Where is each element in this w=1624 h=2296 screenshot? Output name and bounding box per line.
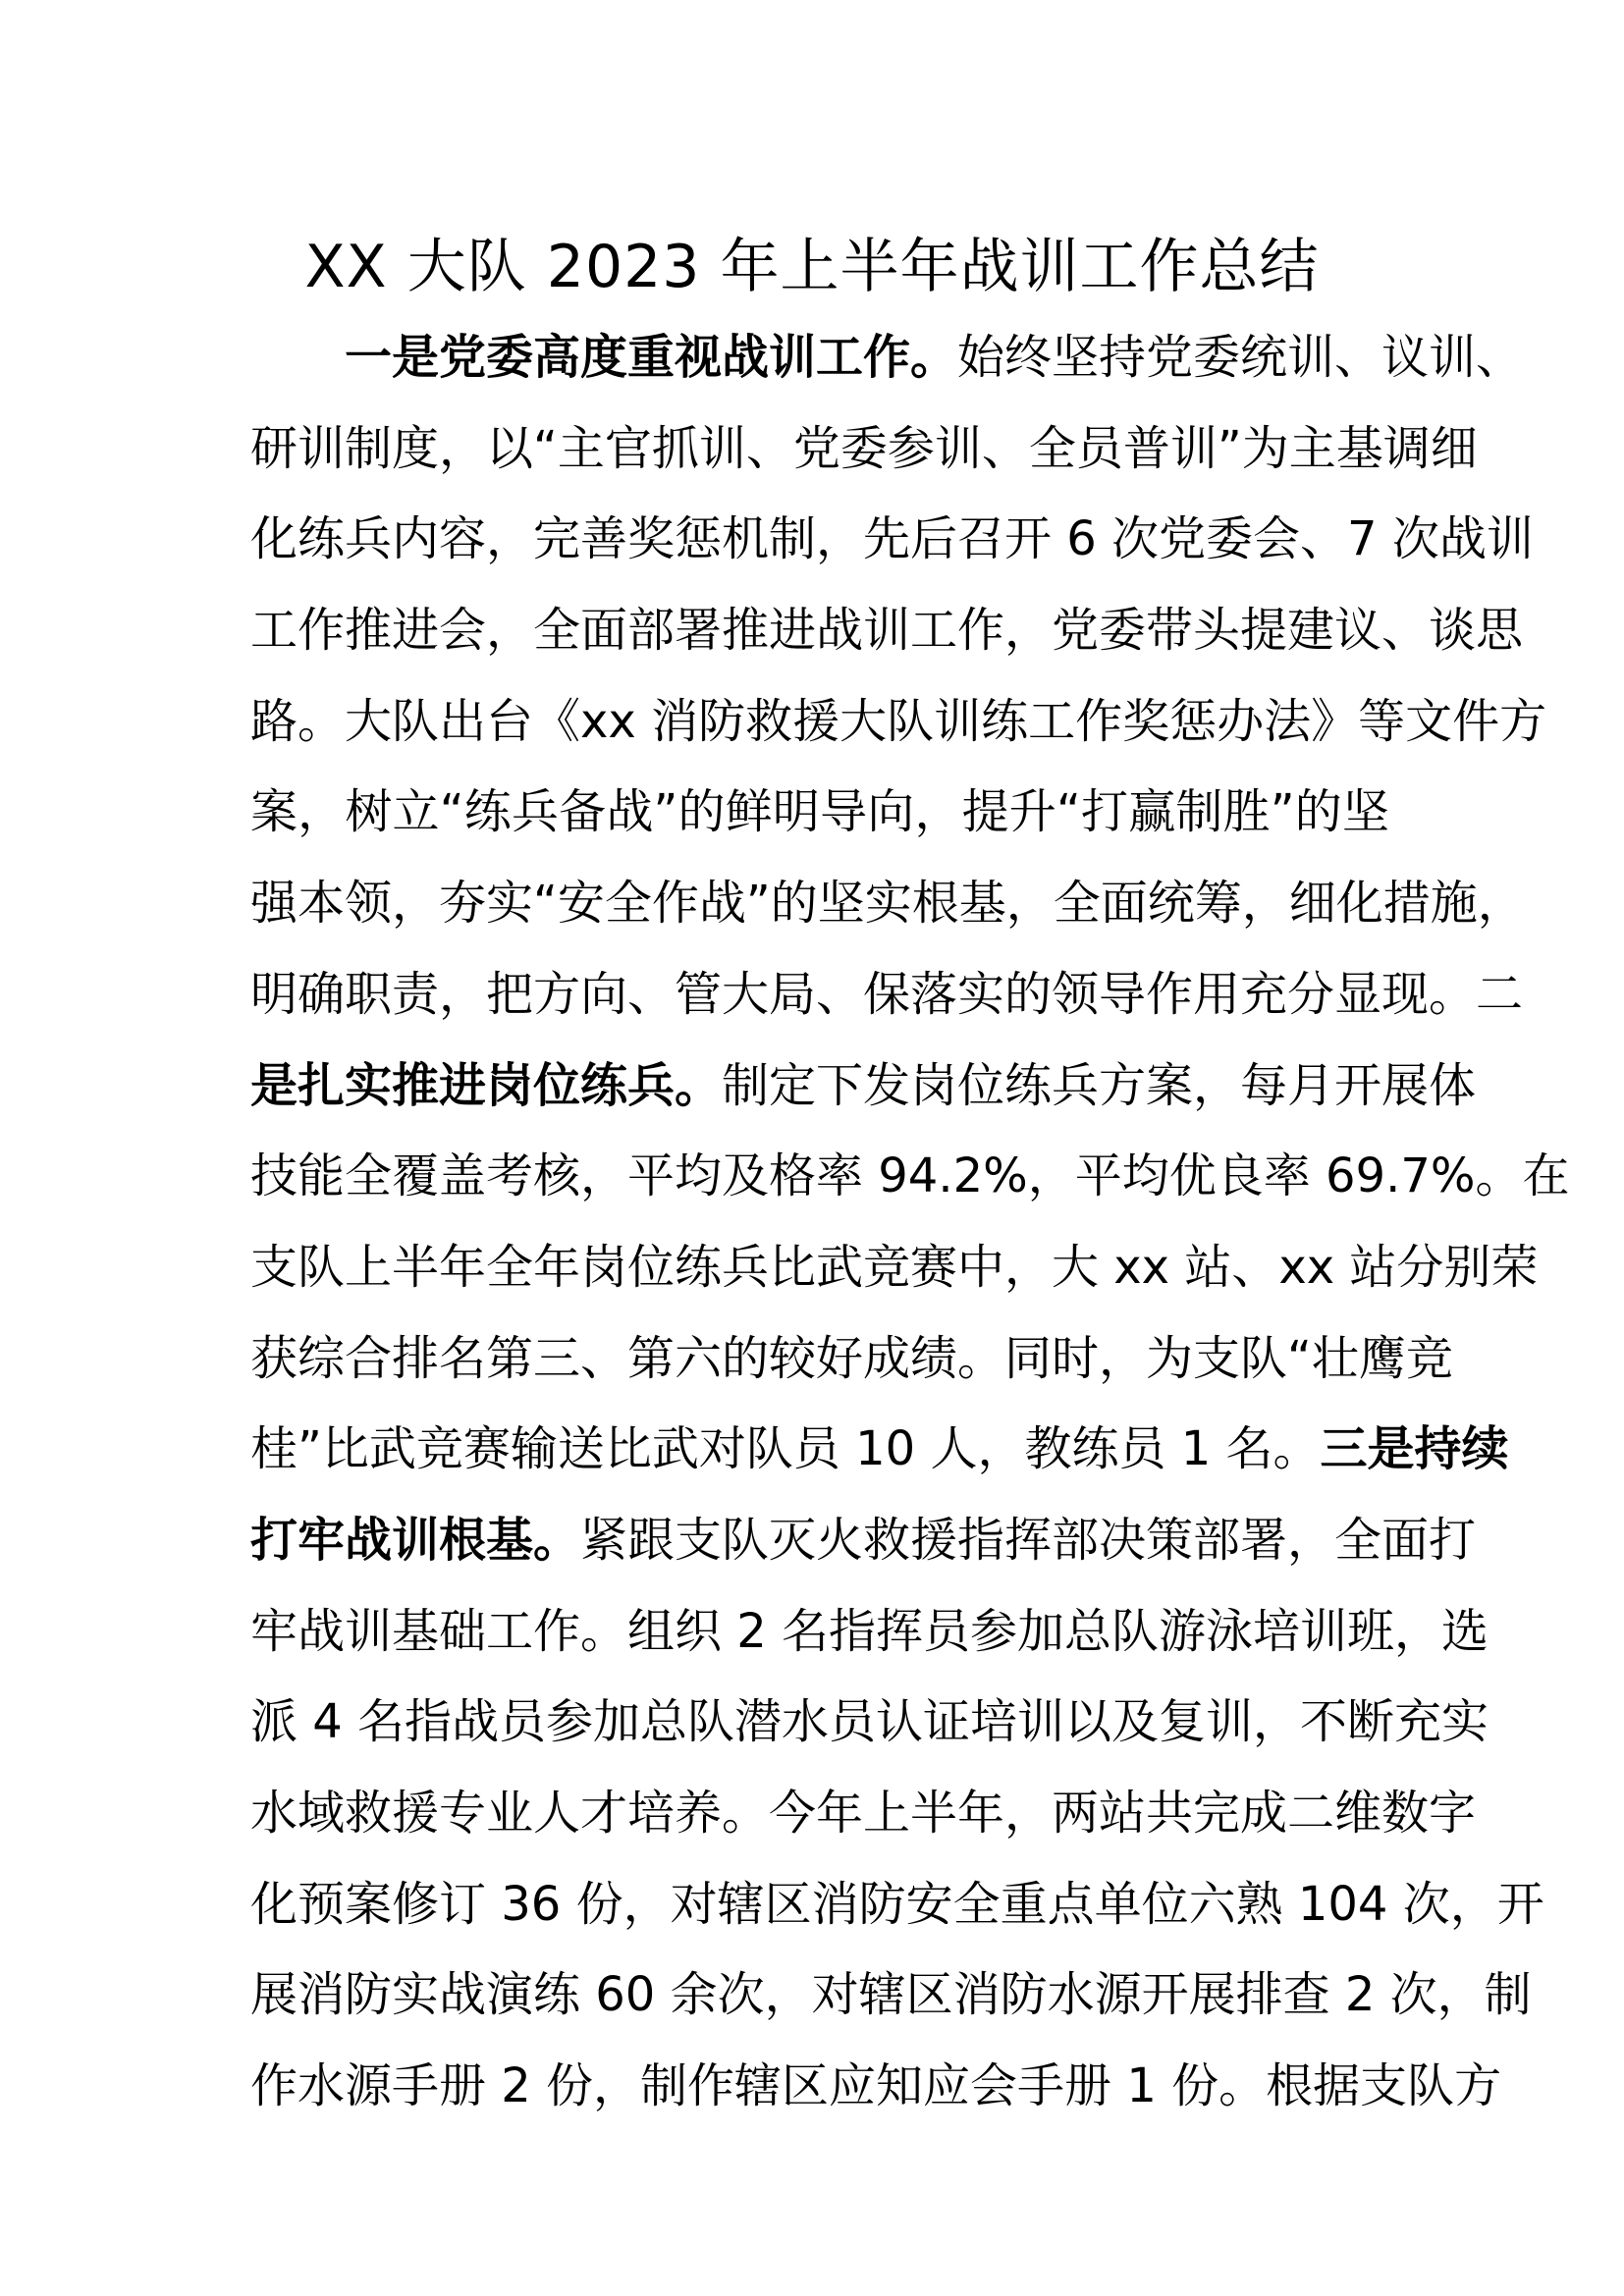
paragraph-line [250, 1768, 1477, 1859]
body-text: 展消防实战演练 60 余次，对辖区消防水源开展排查 2 次，制 [250, 1967, 1532, 2023]
body-text: 牢战训基础工作。组织 2 名指挥员参加总队游泳培训班，选 [250, 1603, 1489, 1659]
body-text: 研训制度，以“主官抓训、党委参训、全员普训”为主基调细 [250, 420, 1478, 476]
body-text: 派 4 名指战员参加总队潜水员认证培训以及复训，不断充实 [250, 1694, 1489, 1750]
paragraph-line [250, 1131, 1570, 1222]
paragraph-line [250, 949, 1524, 1041]
document-body [250, 312, 1570, 2132]
paragraph-line [250, 312, 1524, 403]
body-text: 制定下发岗位练兵方案，每月开展体 [722, 1057, 1477, 1113]
bold-heading-text: 打牢战训根基。 [250, 1512, 581, 1568]
paragraph-line [250, 1949, 1532, 2041]
body-text: 支队上半年全年岗位练兵比武竞赛中，大 xx 站、xx 站分别荣 [250, 1239, 1539, 1295]
paragraph-line [250, 494, 1534, 585]
document-title: XX 大队 2023 年上半年战训工作总结 [304, 233, 1320, 301]
body-text: 获综合排名第三、第六的较好成绩。同时，为支队“壮鹰竞 [250, 1330, 1453, 1386]
body-text: 作水源手册 2 份，制作辖区应知应会手册 1 份。根据支队方 [250, 2058, 1502, 2114]
paragraph-line [250, 1677, 1489, 1768]
paragraph-line [250, 1859, 1544, 1950]
paragraph-line [250, 2041, 1502, 2132]
body-text: 桂”比武竞赛输送比武对队员 10 人，教练员 1 名。 [250, 1421, 1321, 1477]
paragraph-line [250, 676, 1547, 768]
body-text: 化预案修订 36 份，对辖区消防安全重点单位六熟 104 次，开 [250, 1876, 1544, 1932]
paragraph-line [250, 1041, 1477, 1132]
paragraph-line [250, 1222, 1539, 1313]
body-text: 强本领，夯实“安全作战”的坚实根基，全面统筹，细化措施， [250, 876, 1525, 932]
paragraph-line [250, 403, 1478, 495]
body-text: 工作推进会，全面部署推进战训工作，党委带头提建议、谈思 [250, 603, 1524, 659]
body-text: 案，树立“练兵备战”的鲜明导向，提升“打赢制胜”的坚 [250, 784, 1389, 840]
body-text: 紧跟支队灭火救援指挥部决策部署，全面打 [580, 1512, 1477, 1568]
paragraph-line [250, 585, 1524, 676]
body-text: 化练兵内容，完善奖惩机制，先后召开 6 次党委会、7 次战训 [250, 511, 1534, 567]
bold-heading-text: 是扎实推进岗位练兵。 [250, 1057, 723, 1113]
body-text: 技能全覆盖考核，平均及格率 94.2%，平均优良率 69.7%。在 [250, 1148, 1570, 1204]
body-text: 路。大队出台《xx 消防救援大队训练工作奖惩办法》等文件方 [250, 693, 1547, 749]
paragraph-line [250, 1313, 1453, 1405]
body-text: 明确职责，把方向、管大局、保落实的领导作用充分显现。二 [250, 966, 1524, 1022]
paragraph-line [250, 1586, 1489, 1678]
bold-heading-text: 一是党委高度重视战训工作。 [345, 330, 958, 385]
paragraph-line [250, 858, 1525, 949]
paragraph-line [250, 1404, 1509, 1495]
paragraph-line [250, 1495, 1477, 1586]
bold-heading-text: 三是持续 [1320, 1421, 1509, 1477]
paragraph-line [250, 767, 1389, 858]
body-text: 始终坚持党委统训、议训、 [957, 330, 1524, 385]
body-text: 水域救援专业人才培养。今年上半年，两站共完成二维数字 [250, 1786, 1477, 1841]
